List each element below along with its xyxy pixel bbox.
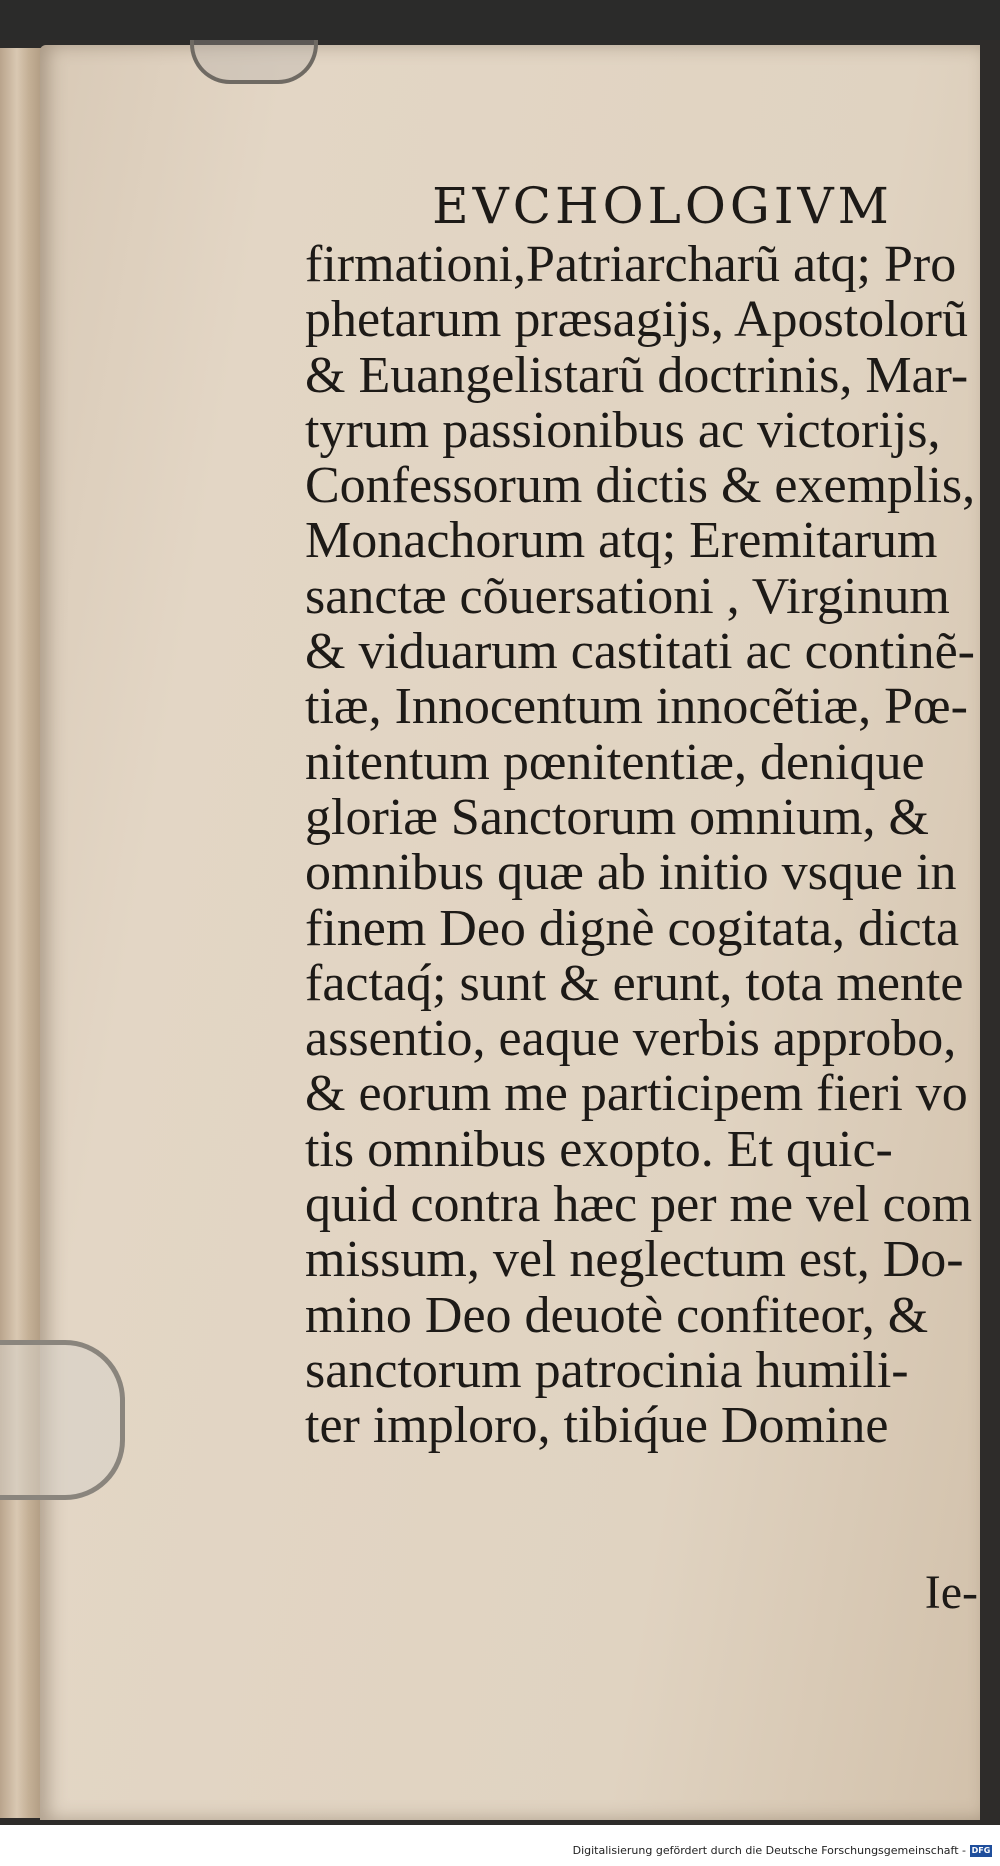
text-line: ter imploro, tibiq́ue Domine (305, 1397, 889, 1455)
page-clip-top (190, 40, 318, 84)
text-line: firmationi,Patriarcharũ atq; Pro (305, 236, 957, 293)
text-line: tis omnibus exopto. Et quic- (305, 1120, 893, 1178)
text-line: mino Deo deuotè confiteor, & (305, 1286, 929, 1344)
text-line: Confessorum dictis & exemplis, (305, 457, 976, 515)
page-clip-side (0, 1340, 125, 1500)
text-line: nitentum pœnitentiæ, denique (305, 733, 925, 791)
text-line: sanctorum patrocinia humili- (305, 1341, 909, 1399)
text-line: assentio, eaque verbis approbo, (305, 1010, 957, 1068)
catchword: Ie- (924, 1566, 978, 1619)
funding-note (573, 1844, 992, 1857)
text-line: finem Deo dignè cogitata, dicta (305, 899, 960, 957)
dfg-logo-icon: DFG (971, 1845, 991, 1855)
text-line: quid contra hæc per me vel com (305, 1176, 973, 1234)
text-line: & viduarum castitati ac continẽ- (305, 623, 975, 681)
text-line: phetarum præsagijs, Apostolorũ (305, 291, 968, 349)
page-text-block (305, 175, 980, 1454)
text-line: sanctæ cõuersationi , Virginum (305, 567, 950, 625)
text-line: tyrum passionibus ac victorijs, (305, 401, 941, 459)
text-line: Monachorum atq; Eremitarum (305, 512, 938, 570)
text-line: gloriæ Sanctorum omnium, & (305, 788, 929, 846)
text-line: tiæ, Innocentum innocẽtiæ, Pœ- (305, 678, 968, 736)
text-line: omnibus quæ ab initio vsque in (305, 844, 957, 902)
funding-note-text: Digitalisierung gefördert durch die Deutsche Forschungsgemeinschaft - (572, 1844, 966, 1857)
text-line: & Euangelistarũ doctrinis, Mar- (305, 346, 969, 404)
text-line: missum, vel neglectum est, Do- (305, 1231, 964, 1289)
running-head: EVCHOLOGIVM (432, 177, 893, 235)
text-line: factaq́; sunt & erunt, tota mente (305, 954, 964, 1012)
text-line: & eorum me participem fieri vo (305, 1065, 968, 1123)
